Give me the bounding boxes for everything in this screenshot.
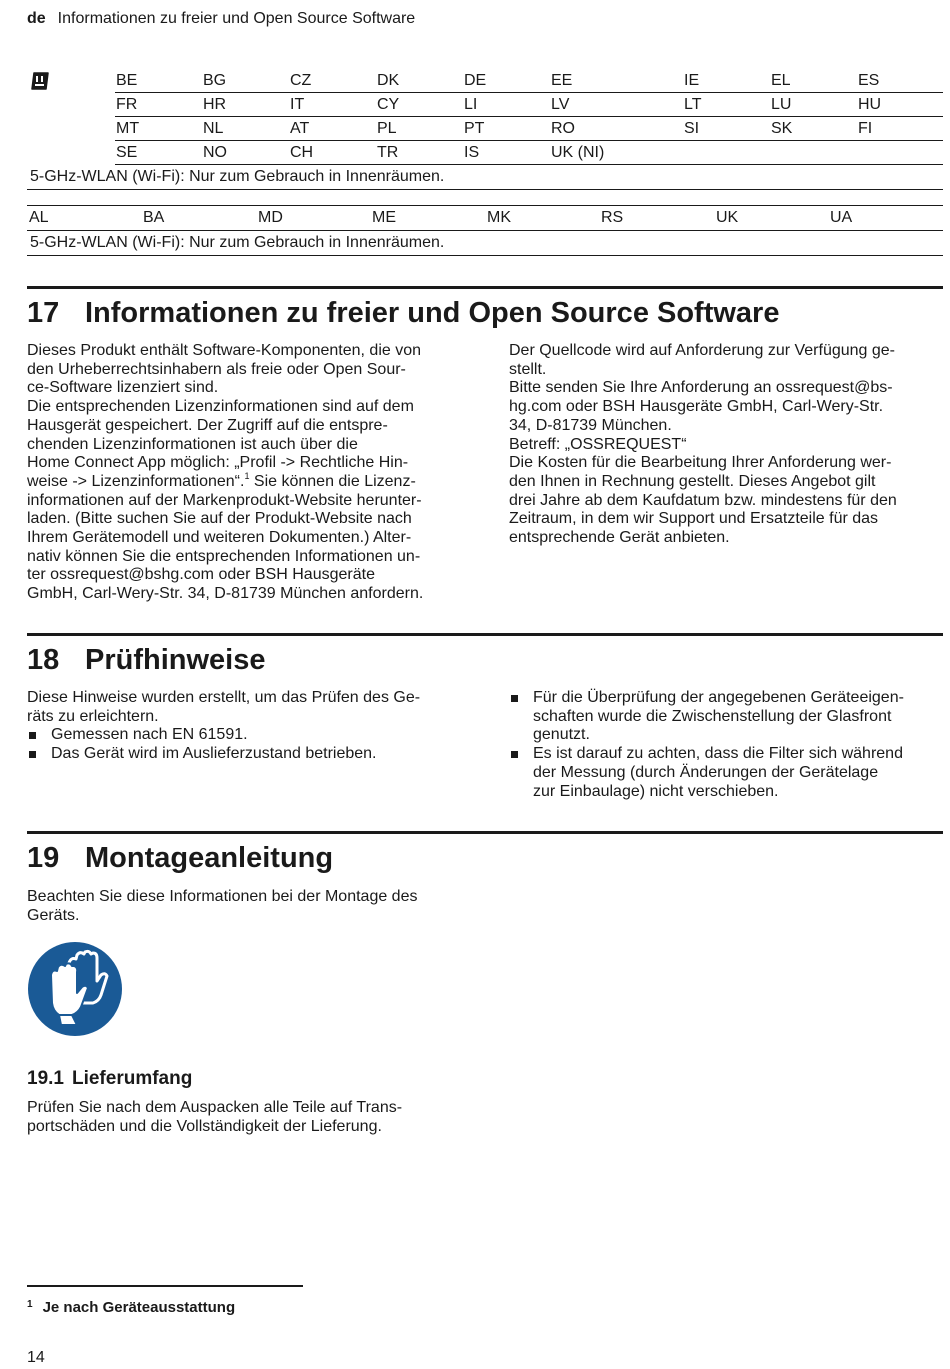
text-fragment: Sie können die Lizenz- xyxy=(249,472,416,490)
subsection-heading-19-1 xyxy=(27,1067,192,1091)
text-line: Hausgerät gespeichert. Der Zugriff auf die entspre- xyxy=(27,416,388,434)
country-cell: LI xyxy=(464,96,478,113)
section17-right-column xyxy=(509,342,943,548)
section19-intro xyxy=(27,888,467,925)
text-line xyxy=(27,470,467,492)
text-line: GmbH, Carl-Wery-Str. 34, D-81739 München anfordern. xyxy=(27,585,424,603)
wlan-indoor-note: 5-GHz-WLAN (Wi-Fi): Nur zum Gebrauch in Innenräumen. xyxy=(30,234,445,251)
text-line: 34, D-81739 München. xyxy=(509,416,672,434)
section18-left-column xyxy=(27,689,467,764)
country-cell: BG xyxy=(203,72,227,89)
text-line: Ihrem Gerätemodell und weiteren Dokumenten.) Alter- xyxy=(27,529,412,547)
footnote-ref: 1 xyxy=(244,470,250,481)
text-line: Die entsprechenden Lizenzinformationen sind auf dem xyxy=(27,398,414,416)
country-cell: DE xyxy=(464,72,487,89)
text-line: chenden Lizenzinformationen ist auch über die xyxy=(27,435,358,453)
table-row xyxy=(27,206,943,231)
section17-left-column xyxy=(27,342,467,604)
country-cell: AL xyxy=(29,209,49,226)
section-title: Prüfhinweise xyxy=(85,644,266,676)
text-line: Beachten Sie diese Informationen bei der Montage des xyxy=(27,888,418,905)
country-cell: LU xyxy=(771,96,792,113)
text-line: Bitte senden Sie Ihre Anforderung an ossrequest@bs- xyxy=(509,379,893,397)
language-code: de xyxy=(27,10,46,27)
text-line: Der Quellcode wird auf Anforderung zur Verfügung ge- xyxy=(509,342,896,359)
text-line: Geräts. xyxy=(27,906,80,924)
country-cell: RS xyxy=(601,209,624,226)
country-cell: CY xyxy=(377,96,400,113)
country-cell: ES xyxy=(858,72,880,89)
subsection-19-1-text xyxy=(27,1099,467,1136)
country-cell: BA xyxy=(143,209,165,226)
country-cell: MD xyxy=(258,209,283,226)
text-line: hg.com oder BSH Hausgeräte GmbH, Carl-Wery-Str. xyxy=(509,398,884,416)
section-title: Informationen zu freier und Open Source Software xyxy=(85,297,780,329)
text-line: räts zu erleichtern. xyxy=(27,707,159,725)
page-number: 14 xyxy=(27,1349,45,1366)
country-cell: UA xyxy=(830,209,853,226)
section-number: 18 xyxy=(27,644,60,676)
text-line: Die Kosten für die Bearbeitung Ihrer Anforderung wer- xyxy=(509,454,892,472)
section-number: 17 xyxy=(27,297,60,329)
footnote-mark: 1 xyxy=(27,1299,33,1310)
text-line: Es ist darauf zu achten, dass die Filter sich während xyxy=(533,745,903,763)
text-line: Betreff: „OSSREQUEST“ xyxy=(509,435,687,453)
country-table-eu xyxy=(27,68,943,190)
country-cell: TR xyxy=(377,144,399,161)
text-line: stellt. xyxy=(509,360,547,378)
country-cell: MK xyxy=(487,209,511,226)
country-cell: IT xyxy=(290,96,305,113)
running-header-title: Informationen zu freier und Open Source Software xyxy=(57,10,416,27)
country-cell: FI xyxy=(858,120,873,137)
section-title: Montageanleitung xyxy=(85,842,334,874)
table-row xyxy=(27,117,943,141)
text-line: nativ können Sie die entsprechenden Informationen un- xyxy=(27,547,421,565)
text-line: Dieses Produkt enthält Software-Komponenten, die von xyxy=(27,342,422,359)
country-cell: EE xyxy=(551,72,573,89)
country-cell: MT xyxy=(116,120,140,137)
text-line: drei Jahre ab dem Kaufdatum bzw. mindestens für den xyxy=(509,491,897,509)
text-line: Für die Überprüfung der angegebenen Geräteeigen- xyxy=(533,689,904,706)
country-cell: NL xyxy=(203,120,224,137)
country-cell: HR xyxy=(203,96,227,113)
country-cell: PL xyxy=(377,120,397,137)
table-note-row xyxy=(27,231,943,256)
text-line: Diese Hinweise wurden erstellt, um das Prüfen des Ge- xyxy=(27,689,421,706)
text-line: Home Connect App möglich: „Profil -> Rechtliche Hin- xyxy=(27,454,409,472)
country-table-other xyxy=(27,205,943,256)
text-line: Zeitraum, in dem wir Support und Ersatzteile für das xyxy=(509,510,879,528)
country-cell: LT xyxy=(684,96,702,113)
text-line: der Messung (durch Änderungen der Gerätelage xyxy=(533,763,879,781)
country-cell: HU xyxy=(858,96,882,113)
text-line: den Ihnen in Rechnung gestellt. Dieses Angebot gilt xyxy=(509,472,876,490)
subsection-number: 19.1 xyxy=(27,1068,64,1089)
table-row xyxy=(27,93,943,117)
bullet-item: Das Gerät wird im Auslieferzustand betrieben. xyxy=(27,745,467,764)
text-line: genutzt. xyxy=(533,726,590,744)
country-cell: PT xyxy=(464,120,485,137)
country-cell: AT xyxy=(290,120,310,137)
footnote-rule xyxy=(27,1285,303,1287)
country-cell: BE xyxy=(116,72,138,89)
country-cell: CH xyxy=(290,144,314,161)
country-cell: IS xyxy=(464,144,480,161)
bullet-item xyxy=(509,745,943,801)
text-line: Prüfen Sie nach dem Auspacken alle Teile auf Trans- xyxy=(27,1099,403,1116)
running-header xyxy=(27,9,415,29)
section-heading-19 xyxy=(27,841,333,875)
bullet-item xyxy=(509,689,943,745)
text-line: zur Einbaulage) nicht verschieben. xyxy=(533,782,779,800)
table-row xyxy=(27,69,943,93)
country-cell: DK xyxy=(377,72,400,89)
section-heading-17 xyxy=(27,296,779,330)
text-line: entsprechende Gerät anbieten. xyxy=(509,529,730,547)
country-cell: CZ xyxy=(290,72,312,89)
text-line: ce-Software lizenziert sind. xyxy=(27,379,219,397)
country-cell: ME xyxy=(372,209,396,226)
section18-right-column xyxy=(509,689,943,801)
table-row xyxy=(27,141,943,165)
text-line: laden. (Bitte suchen Sie auf der Produkt-Website nach xyxy=(27,510,412,528)
table-note-row xyxy=(27,165,943,190)
text-line: schaften wurde die Zwischenstellung der Glasfront xyxy=(533,707,892,725)
country-cell: NO xyxy=(203,144,227,161)
footnote xyxy=(27,1299,235,1316)
subsection-title: Lieferumfang xyxy=(71,1068,193,1089)
country-cell: EL xyxy=(771,72,791,89)
country-cell: RO xyxy=(551,120,575,137)
text-line: informationen auf der Markenprodukt-Website herunter- xyxy=(27,491,422,509)
section-rule xyxy=(27,633,943,636)
text-fragment: weise -> Lizenzinformationen“. xyxy=(27,472,245,490)
country-cell: UK (NI) xyxy=(551,144,605,161)
bullet-item: Gemessen nach EN 61591. xyxy=(27,726,467,745)
text-line: portschäden und die Vollständigkeit der Lieferung. xyxy=(27,1117,382,1135)
footnote-text: Je nach Geräteausstattung xyxy=(42,1299,236,1316)
country-cell: SK xyxy=(771,120,793,137)
section-heading-18 xyxy=(27,643,266,677)
text-line: ter ossrequest@bshg.com oder BSH Hausgeräte xyxy=(27,566,375,584)
section-rule xyxy=(27,286,943,289)
country-cell: SE xyxy=(116,144,138,161)
country-cell: UK xyxy=(716,209,739,226)
text-line: den Urheberrechtsinhabern als freie oder Open Sour- xyxy=(27,360,406,378)
country-cell: FR xyxy=(116,96,138,113)
country-cell: SI xyxy=(684,120,700,137)
section-rule xyxy=(27,831,943,834)
protective-gloves-icon xyxy=(27,941,123,1037)
wlan-indoor-note: 5-GHz-WLAN (Wi-Fi): Nur zum Gebrauch in Innenräumen. xyxy=(30,168,445,185)
country-cell: LV xyxy=(551,96,570,113)
section-number: 19 xyxy=(27,842,60,874)
country-cell: IE xyxy=(684,72,700,89)
